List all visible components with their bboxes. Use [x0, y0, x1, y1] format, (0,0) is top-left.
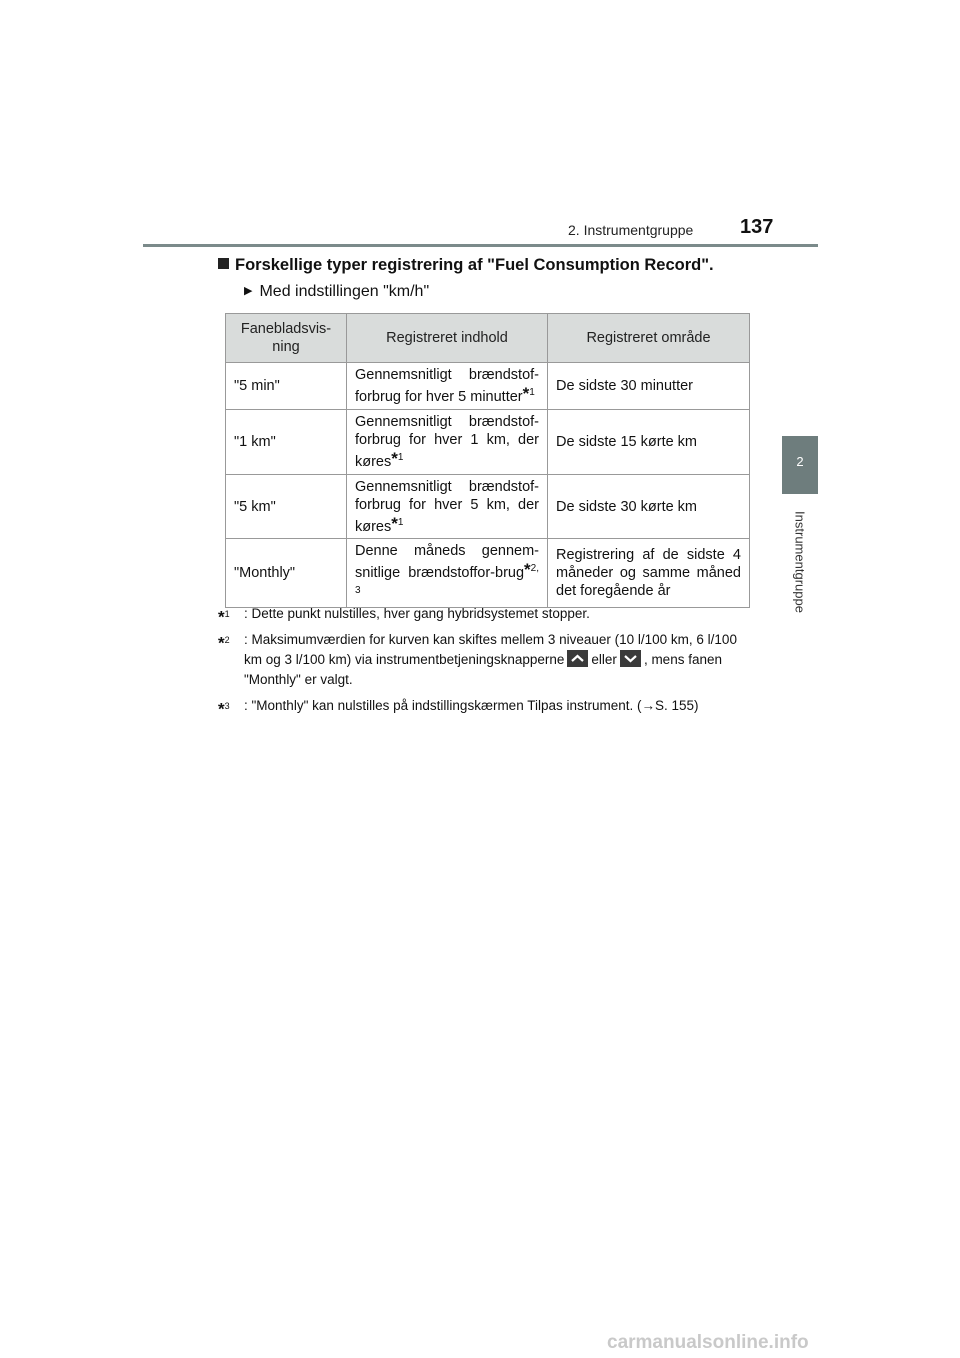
subheading	[244, 283, 429, 301]
asterisk-icon: *	[218, 633, 225, 653]
footnote-ref: 1	[397, 516, 404, 528]
table-row	[226, 409, 750, 474]
asterisk-icon: *	[218, 607, 225, 627]
cell-content-text: Gennemsnitligt brændstof-forbrug for hver 5 km, der køres	[355, 478, 539, 535]
cell-content-text: Gennemsnitligt brændstof-forbrug for hver 1 km, der køres	[355, 413, 539, 470]
col-header-content: Registreret indhold	[347, 314, 548, 363]
footnote-marker: *$^2$	[218, 633, 230, 653]
footnote-marker: *$^1$	[218, 607, 230, 627]
footnote-2	[218, 630, 748, 690]
chapter-label-text: Instrumentgruppe	[792, 511, 808, 613]
asterisk-icon: *	[218, 699, 225, 719]
section-heading-text: Forskellige typer registrering af "Fuel Consumption Record".	[235, 256, 714, 274]
cell-content	[347, 474, 548, 539]
cell-range: De sidste 30 kørte km	[548, 474, 750, 539]
footnote-ref: 2, 3	[355, 563, 539, 597]
subheading-text: Med indstillingen "km/h"	[259, 283, 430, 300]
asterisk-icon: *	[522, 383, 530, 403]
cell-content	[347, 539, 548, 608]
chapter-tab: 2	[782, 436, 818, 494]
section-heading	[218, 256, 714, 275]
footnote-marker: *$^3$	[218, 699, 230, 719]
cell-range: De sidste 30 minutter	[548, 363, 750, 410]
footnote-text: : Maksimumværdien for kurven kan skiftes mellem 3 niveauer (10 l/100 km, 6 l/100 km og 3 l/100 km) via instrumentbetjeningsknapperne eller , mens fanen "Monthly" er valgt.	[244, 632, 737, 687]
table-row	[226, 474, 750, 539]
asterisk-icon: *	[391, 448, 398, 468]
page-number: 137	[740, 216, 774, 238]
col-header-tab: Fanebladsvis-ning	[226, 314, 347, 363]
square-bullet-icon	[218, 258, 229, 269]
watermark: carmanualsonline.info	[607, 1332, 809, 1353]
footnote-1	[218, 604, 748, 627]
col-header-range: Registreret område	[548, 314, 750, 363]
cell-content	[347, 409, 548, 474]
footnote-3	[218, 696, 748, 719]
footnote-text: : "Monthly" kan nulstilles på indstillingskærmen Tilpas instrument. (→S. 155)	[244, 698, 699, 713]
cell-content	[347, 363, 548, 410]
triangle-bullet-icon: ▶	[244, 285, 253, 297]
footnote-ref: 1	[529, 387, 535, 398]
cell-range: De sidste 15 kørte km	[548, 409, 750, 474]
cell-tab: "5 min"	[226, 363, 347, 410]
chevron-up-icon	[567, 650, 588, 667]
cell-tab: "1 km"	[226, 409, 347, 474]
cell-content-text: Gennemsnitligt brændstof-forbrug for hver 5 minutter	[355, 367, 539, 405]
header-divider	[143, 244, 818, 247]
table-row	[226, 539, 750, 608]
footnote-text: : Dette punkt nulstilles, hver gang hybridsystemet stopper.	[244, 606, 590, 621]
footnotes	[218, 604, 748, 722]
cell-tab: "Monthly"	[226, 539, 347, 608]
cell-content-text: Denne måneds gennem-snitlige brændstoffor-brug	[355, 543, 539, 582]
table-row	[226, 363, 750, 410]
asterisk-icon: *	[524, 560, 531, 580]
asterisk-icon: *	[391, 513, 398, 533]
record-table	[225, 313, 750, 608]
footnote-ref: 1	[397, 451, 404, 463]
chevron-down-icon	[620, 650, 641, 667]
section-title: 2. Instrumentgruppe	[568, 222, 694, 238]
cell-tab: "5 km"	[226, 474, 347, 539]
table-header-row	[226, 314, 750, 363]
cell-range: Registrering af de sidste 4 måneder og samme måned det foregående år	[548, 539, 750, 608]
chapter-label	[787, 502, 813, 622]
